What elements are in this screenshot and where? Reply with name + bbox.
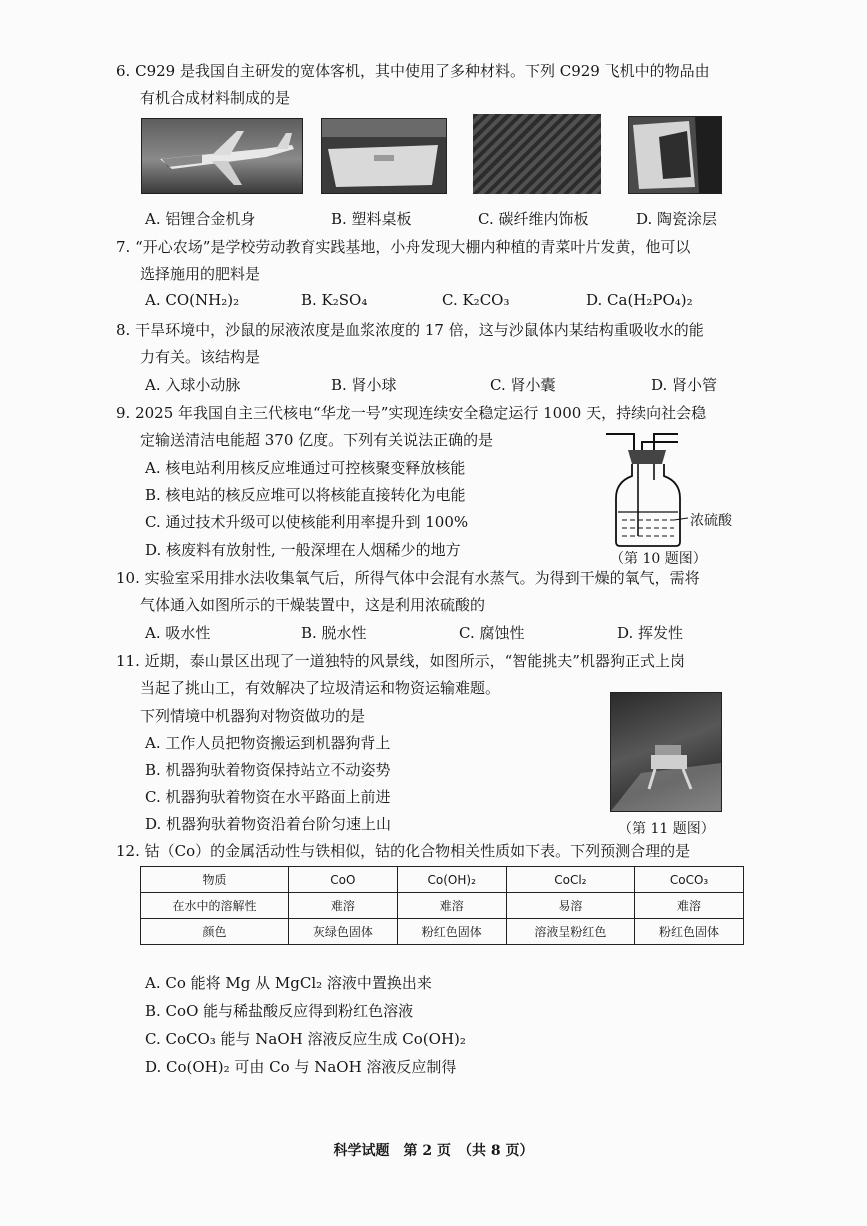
q10-option-b: B. 脱水性 bbox=[301, 624, 367, 642]
q12-option-c: C. CoCO₃ 能与 NaOH 溶液反应生成 Co(OH)₂ bbox=[145, 1030, 466, 1048]
table-cell: 难溶 bbox=[397, 893, 506, 919]
q11-stem-3: 下列情境中机器狗对物资做功的是 bbox=[140, 707, 366, 725]
table-cell: 颜色 bbox=[141, 919, 289, 945]
q7-option-d: D. Ca(H₂PO₄)₂ bbox=[586, 291, 693, 309]
q9-option-a: A. 核电站利用核反应堆通过可控核聚变释放核能 bbox=[145, 459, 466, 477]
q8-stem-2: 力有关。该结构是 bbox=[140, 348, 261, 366]
q12-option-a: A. Co 能将 Mg 从 MgCl₂ 溶液中置换出来 bbox=[145, 974, 432, 992]
table-header-cell: CoCl₂ bbox=[506, 867, 634, 893]
q7-option-b: B. K₂SO₄ bbox=[301, 291, 368, 309]
table-header-cell: CoO bbox=[288, 867, 397, 893]
q6-number: 6. bbox=[116, 62, 131, 80]
carbon-fiber-photo bbox=[473, 114, 601, 194]
q9-stem-1: 2025 年我国自主三代核电“华龙一号”实现连续安全稳定运行 1000 天，持续向社会稳 bbox=[135, 404, 707, 422]
table-row bbox=[141, 919, 744, 945]
table-cell: 粉红色固体 bbox=[397, 919, 506, 945]
q8-option-c: C. 肾小囊 bbox=[490, 376, 556, 394]
q6-option-d: D. 陶瓷涂层 bbox=[636, 210, 718, 228]
q11-number: 11. bbox=[116, 652, 140, 670]
table-cell: 易溶 bbox=[506, 893, 634, 919]
q6-option-b: B. 塑料桌板 bbox=[331, 210, 412, 228]
q7-stem-1: “开心农场”是学校劳动教育实践基地，小舟发现大棚内种植的青菜叶片发黄，他可以 bbox=[135, 238, 691, 256]
q11-stem-2: 当起了挑山工，有效解决了垃圾清运和物资运输难题。 bbox=[140, 679, 501, 697]
q9-stem-2: 定输送清洁电能超 370 亿度。下列有关说法正确的是 bbox=[140, 431, 494, 449]
q9-option-c: C. 通过技术升级可以使核能利用率提升到 100% bbox=[145, 513, 469, 531]
table-header-cell: CoCO₃ bbox=[635, 867, 744, 893]
q7-number: 7. bbox=[116, 238, 131, 256]
cobalt-properties-table bbox=[140, 866, 744, 945]
q7-stem-2: 选择施用的肥料是 bbox=[140, 265, 261, 283]
q11-option-b: B. 机器狗驮着物资保持站立不动姿势 bbox=[145, 761, 391, 779]
q10-option-a: A. 吸水性 bbox=[145, 624, 211, 642]
plastic-table-photo bbox=[321, 118, 447, 194]
q7-line1 bbox=[116, 236, 690, 257]
q6-line1 bbox=[116, 60, 710, 81]
q11-option-a: A. 工作人员把物资搬运到机器狗背上 bbox=[145, 734, 391, 752]
table-cell: 在水中的溶解性 bbox=[141, 893, 289, 919]
q10-line1 bbox=[116, 567, 700, 588]
fig10-label: 浓硫酸 bbox=[690, 513, 732, 529]
q10-option-c: C. 腐蚀性 bbox=[459, 624, 525, 642]
table-header-cell: Co(OH)₂ bbox=[397, 867, 506, 893]
q8-option-b: B. 肾小球 bbox=[331, 376, 397, 394]
q9-number: 9. bbox=[116, 404, 131, 422]
table-cell: 难溶 bbox=[635, 893, 744, 919]
q10-option-d: D. 挥发性 bbox=[617, 624, 684, 642]
table-cell: 难溶 bbox=[288, 893, 397, 919]
fig10-caption: （第 10 题图） bbox=[610, 551, 707, 567]
q8-option-d: D. 肾小管 bbox=[651, 376, 718, 394]
q9-line1 bbox=[116, 402, 706, 423]
q7-option-a: A. CO(NH₂)₂ bbox=[145, 291, 240, 309]
q10-stem-1: 实验室采用排水法收集氧气后，所得气体中会混有水蒸气。为得到干燥的氧气，需将 bbox=[144, 569, 700, 587]
q12-number: 12. bbox=[116, 842, 140, 860]
fig11-caption: （第 11 题图） bbox=[618, 821, 715, 837]
page-footer: 科学试题 第 2 页 （共 8 页） bbox=[333, 1143, 534, 1159]
q8-option-a: A. 入球小动脉 bbox=[145, 376, 241, 394]
q6-option-a: A. 铝锂合金机身 bbox=[145, 210, 256, 228]
q9-option-b: B. 核电站的核反应堆可以将核能直接转化为电能 bbox=[145, 486, 466, 504]
q10-number: 10. bbox=[116, 569, 140, 587]
q8-line1 bbox=[116, 319, 704, 340]
table-cell: 粉红色固体 bbox=[635, 919, 744, 945]
q11-option-c: C. 机器狗驮着物资在水平路面上前进 bbox=[145, 788, 391, 806]
ceramic-coating-photo bbox=[628, 116, 722, 194]
q12-option-d: D. Co(OH)₂ 可由 Co 与 NaOH 溶液反应制得 bbox=[145, 1058, 457, 1076]
table-cell: 溶液呈粉红色 bbox=[506, 919, 634, 945]
table-header-row bbox=[141, 867, 744, 893]
q9-option-d: D. 核废料有放射性, 一般深埋在人烟稀少的地方 bbox=[145, 541, 461, 559]
q6-stem-2: 有机合成材料制成的是 bbox=[140, 89, 291, 107]
table-header-cell: 物质 bbox=[141, 867, 289, 893]
q12-option-b: B. CoO 能与稀盐酸反应得到粉红色溶液 bbox=[145, 1002, 414, 1020]
q8-stem-1: 干旱环境中，沙鼠的尿液浓度是血浆浓度的 17 倍，这与沙鼠体内某结构重吸收水的能 bbox=[135, 321, 704, 339]
q11-stem-1: 近期，泰山景区出现了一道独特的风景线，如图所示，“智能挑夫”机器狗正式上岗 bbox=[144, 652, 685, 670]
q6-option-c: C. 碳纤维内饰板 bbox=[478, 210, 589, 228]
robot-dog-photo bbox=[610, 692, 722, 812]
q12-line1 bbox=[116, 840, 690, 861]
q12-stem-1: 钴（Co）的金属活动性与铁相似，钴的化合物相关性质如下表。下列预测合理的是 bbox=[144, 842, 691, 860]
q11-option-d: D. 机器狗驮着物资沿着台阶匀速上山 bbox=[145, 815, 392, 833]
q8-number: 8. bbox=[116, 321, 131, 339]
table-row bbox=[141, 893, 744, 919]
q7-option-c: C. K₂CO₃ bbox=[442, 291, 510, 309]
table-cell: 灰绿色固体 bbox=[288, 919, 397, 945]
q11-line1 bbox=[116, 650, 685, 671]
q6-stem-1: C929 是我国自主研发的宽体客机，其中使用了多种材料。下列 C929 飞机中的物品由 bbox=[135, 62, 710, 80]
q10-stem-2: 气体通入如图所示的干燥装置中，这是利用浓硫酸的 bbox=[140, 596, 486, 614]
airplane-photo bbox=[141, 118, 303, 194]
